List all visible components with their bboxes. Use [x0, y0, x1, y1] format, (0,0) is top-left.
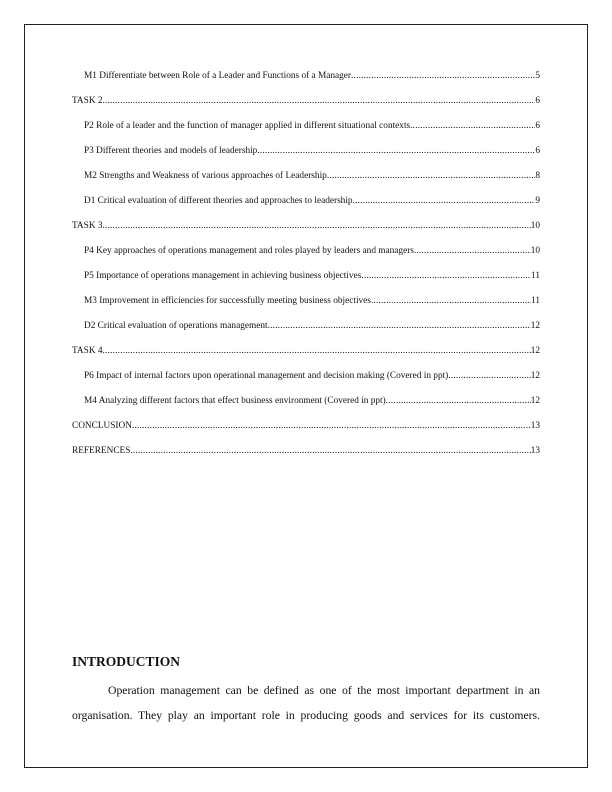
toc-entry-page: 11: [531, 296, 540, 306]
toc-entry[interactable]: [72, 445, 540, 457]
toc-leader-dots: [103, 95, 536, 107]
toc-entry-title: TASK 4: [72, 346, 103, 356]
toc-entry-page: 12: [530, 321, 540, 331]
toc-entry-title: P3 Different theories and models of leadership: [84, 146, 258, 156]
toc-entry[interactable]: [84, 320, 540, 332]
toc-entry-page: 6: [535, 146, 540, 156]
toc-entry-title: P2 Role of a leader and the function of manager applied in different situational contexts: [84, 121, 411, 131]
toc-entry-page: 11: [531, 271, 540, 281]
toc-entry-page: 13: [530, 421, 540, 431]
toc-entry-title: CONCLUSION: [72, 421, 132, 431]
toc-entry-page: 8: [535, 171, 540, 181]
toc-entry-page: 6: [535, 121, 540, 131]
toc-entry[interactable]: [84, 195, 540, 207]
toc-leader-dots: [257, 145, 535, 157]
toc-leader-dots: [353, 195, 536, 207]
toc-entry-title: P4 Key approaches of operations management and roles played by leaders and managers: [84, 246, 414, 256]
toc-entry[interactable]: [84, 120, 540, 132]
toc-entry-title: M2 Strengths and Weakness of various approaches of Leadership: [84, 171, 327, 181]
toc-entry-title: M3 Improvement in efficiencies for successfully meeting business objectives: [84, 296, 371, 306]
toc-leader-dots: [410, 120, 535, 132]
toc-entry-title: P6 Impact of internal factors upon operational management and decision making (Covered in ppt): [84, 371, 449, 381]
toc-entry-page: 6: [535, 96, 540, 106]
toc-leader-dots: [103, 345, 531, 357]
toc-entry-title: D1 Critical evaluation of different theories and approaches to leadership: [84, 196, 353, 206]
toc-entry[interactable]: [84, 270, 540, 282]
toc-entry-title: TASK 2: [72, 96, 103, 106]
introduction-paragraph: Operation management can be defined as one of the most important department in an organisation. They play an important role in producing goods and services for its customers.: [72, 684, 540, 722]
toc-leader-dots: [327, 170, 536, 182]
toc-entry-page: 10: [530, 221, 540, 231]
toc-entry[interactable]: [84, 170, 540, 182]
toc-entry[interactable]: [84, 370, 540, 382]
toc-entry-page: 12: [530, 396, 540, 406]
toc-entry[interactable]: [72, 420, 540, 432]
toc-entry[interactable]: [84, 70, 540, 82]
toc-entry-title: REFERENCES: [72, 446, 131, 456]
toc-leader-dots: [371, 295, 531, 307]
toc-entry[interactable]: [72, 345, 540, 357]
toc-entry-title: M1 Differentiate between Role of a Leader and Functions of a Manager: [84, 71, 352, 81]
toc-entry-page: 12: [530, 371, 540, 381]
toc-leader-dots: [351, 70, 535, 82]
toc-entry-page: 10: [530, 246, 540, 256]
toc-leader-dots: [386, 395, 531, 407]
toc-entry-title: P5 Importance of operations management in achieving business objectives: [84, 271, 362, 281]
toc-leader-dots: [448, 370, 530, 382]
toc-entry-page: 13: [530, 446, 540, 456]
toc-entry[interactable]: [84, 295, 540, 307]
toc-entry[interactable]: [84, 145, 540, 157]
toc-entry-page: 9: [535, 196, 540, 206]
toc-leader-dots: [414, 245, 531, 257]
toc-leader-dots: [132, 420, 531, 432]
toc-entry[interactable]: [72, 95, 540, 107]
toc-leader-dots: [268, 320, 531, 332]
toc-entry-title: TASK 3: [72, 221, 103, 231]
toc-leader-dots: [361, 270, 531, 282]
toc-entry-title: M4 Analyzing different factors that effect business environment (Covered in ppt): [84, 396, 386, 406]
toc-entry[interactable]: [72, 220, 540, 232]
toc-entry[interactable]: [84, 395, 540, 407]
toc-entry[interactable]: [84, 245, 540, 257]
toc-entry-page: 5: [535, 71, 540, 81]
toc-leader-dots: [103, 220, 531, 232]
toc-entry-page: 12: [530, 346, 540, 356]
toc-entry-title: D2 Critical evaluation of operations management: [84, 321, 268, 331]
toc-leader-dots: [130, 445, 530, 457]
introduction-heading: INTRODUCTION: [72, 654, 181, 669]
